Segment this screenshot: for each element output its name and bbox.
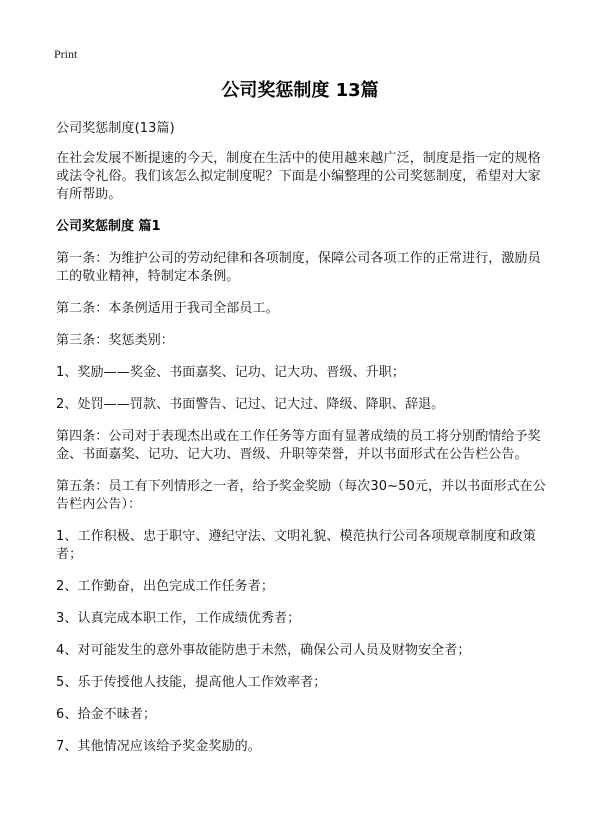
paragraph-article-2: 第二条：本条例适用于我司全部员工。 [56, 301, 279, 316]
document-body [56, 120, 552, 770]
list-item: 1、工作积极、忠于职守、遵纪守法、文明礼貌、模范执行公司各项规章制度和政策者； [56, 529, 536, 562]
print-link[interactable]: Print [54, 47, 78, 61]
paragraph-article-5: 第五条：员工有下列情形之一者，给予奖金奖励（每次30~50元，并以书面形式在公告栏内公告）： [56, 479, 546, 512]
document-subtitle: 公司奖惩制度(13篇) [56, 121, 175, 136]
paragraph-article-1: 第一条：为维护公司的劳动纪律和各项制度，保障公司各项工作的正常进行，激励员工的敬业精神，特制定本条例。 [56, 251, 541, 284]
list-item: 3、认真完成本职工作，工作成绩优秀者； [56, 611, 301, 626]
list-item: 2、工作勤奋，出色完成工作任务者； [56, 579, 274, 594]
list-item-penalty-types: 2、处罚——罚款、书面警告、记过、记大过、降级、降职、辞退。 [56, 397, 445, 412]
section-heading: 公司奖惩制度 篇1 [56, 219, 161, 234]
list-item: 5、乐于传授他人技能，提高他人工作效率者； [56, 675, 327, 690]
list-item: 7、其他情况应该给予奖金奖励的。 [56, 739, 261, 754]
paragraph-article-4: 第四条：公司对于表现杰出或在工作任务等方面有显著成绩的员工将分别酌情给予奖金、书面嘉奖、记功、记大功、晋级、升职等荣誉，并以书面形式在公告栏公告。 [56, 429, 541, 462]
list-item: 4、对可能发生的意外事故能防患于未然，确保公司人员及财物安全者； [56, 643, 471, 658]
intro-paragraph: 在社会发展不断提速的今天，制度在生活中的使用越来越广泛，制度是指一定的规格或法令礼俗。我们该怎么拟定制度呢？下面是小编整理的公司奖惩制度，希望对大家有所帮助。 [56, 151, 541, 202]
list-item: 6、拾金不昧者； [56, 707, 157, 722]
list-item-reward-types: 1、奖励——奖金、书面嘉奖、记功、记大功、晋级、升职； [56, 365, 405, 380]
paragraph-article-3: 第三条：奖惩类别： [56, 333, 174, 348]
document-title: 公司奖惩制度 13篇 [221, 80, 379, 101]
